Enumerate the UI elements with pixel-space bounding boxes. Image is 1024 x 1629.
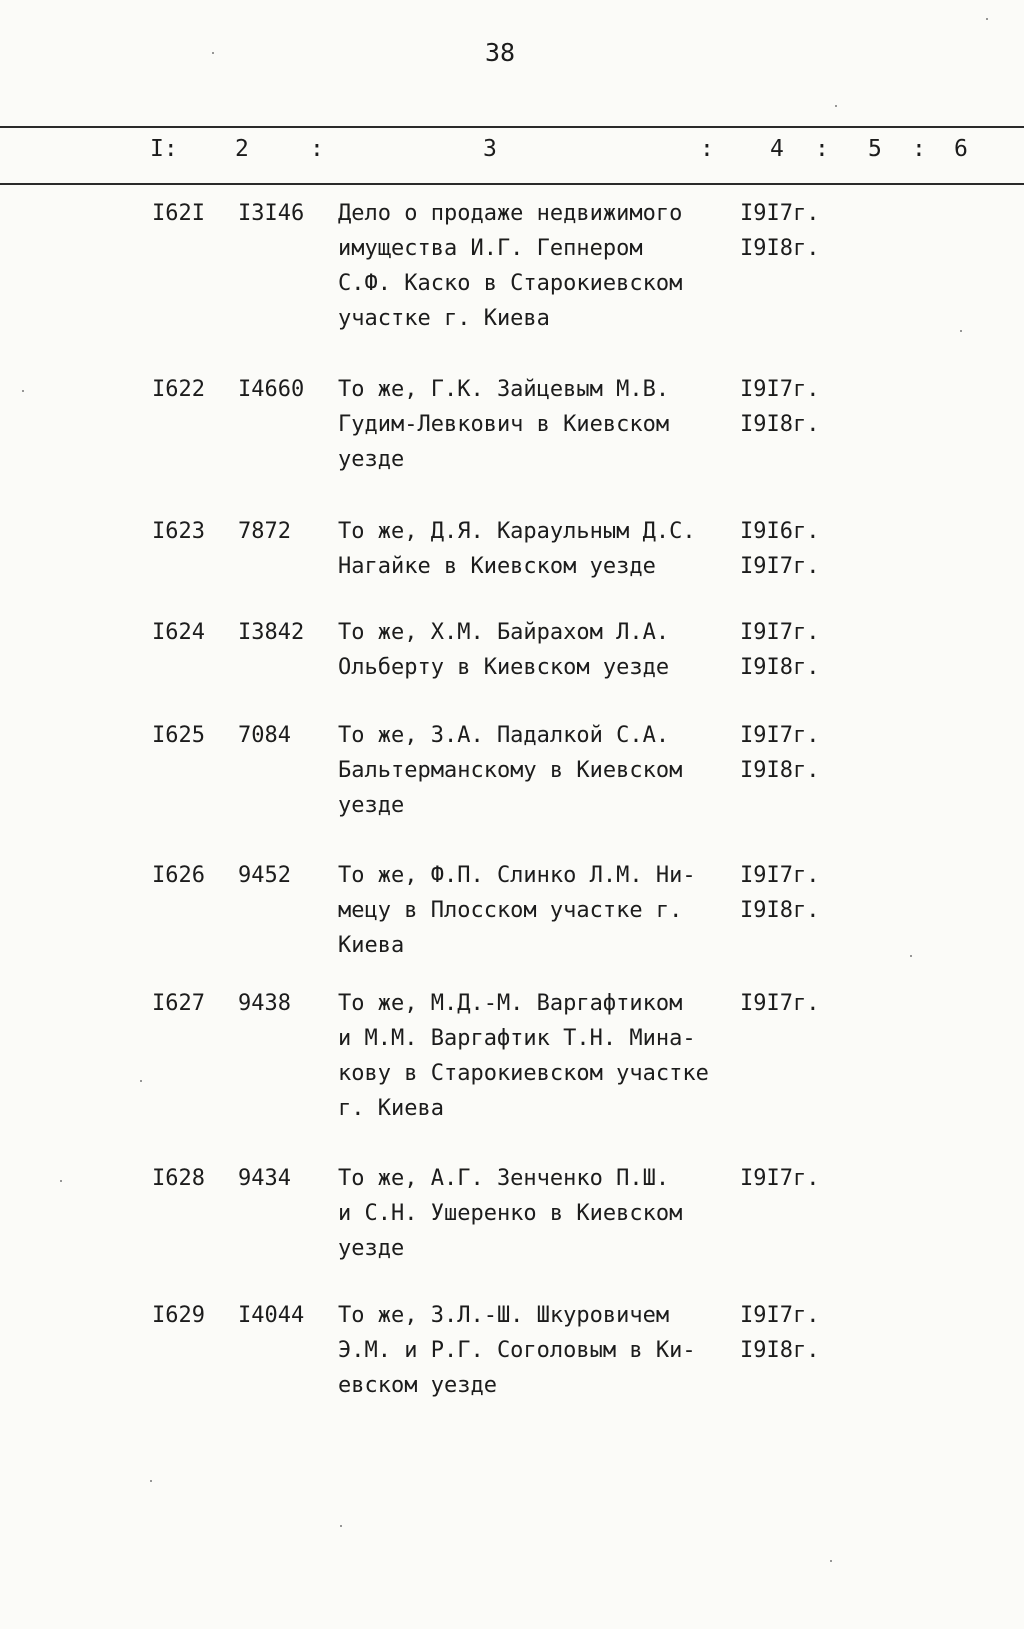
entry-description xyxy=(338,986,738,1126)
description-line: евском уезде xyxy=(338,1373,497,1398)
description-line: То же, Д.Я. Караульным Д.С. xyxy=(338,519,696,544)
description-line: Нагайке в Киевском уезде xyxy=(338,554,656,579)
year-value: I9I8г. xyxy=(740,655,820,680)
entry-years xyxy=(740,372,819,442)
col-2-header: 2 xyxy=(235,136,249,162)
entry-code: I4044 xyxy=(238,1303,305,1328)
description-line: уезде xyxy=(338,793,405,818)
description-line: Гудим-Левкович в Киевском xyxy=(338,412,670,437)
entry-code: 7084 xyxy=(238,723,291,748)
entry-description xyxy=(338,615,738,685)
entry-years xyxy=(740,718,819,788)
header-top-rule xyxy=(0,126,1024,128)
description-line: Э.М. и Р.Г. Соголовым в Ки- xyxy=(338,1338,696,1363)
description-line: уезде xyxy=(338,1236,405,1261)
entry-description xyxy=(338,372,738,477)
entry-code: 9452 xyxy=(238,863,291,888)
col-3-header: 3 xyxy=(483,136,497,162)
description-line: и М.М. Варгафтик Т.Н. Мина- xyxy=(338,1026,696,1051)
entry-number: I629 xyxy=(152,1303,205,1328)
entry-years xyxy=(740,1161,819,1196)
description-line: уезде xyxy=(338,447,405,472)
entry-number: I626 xyxy=(152,863,205,888)
year-value: I9I8г. xyxy=(740,412,820,437)
description-line: имущества И.Г. Гепнером xyxy=(338,236,643,261)
year-value: I9I7г. xyxy=(740,377,820,402)
entry-years xyxy=(740,514,819,584)
description-line: кову в Старокиевском участке xyxy=(338,1061,709,1086)
header-bottom-rule xyxy=(0,183,1024,185)
entry-code: 7872 xyxy=(238,519,291,544)
col-separator: : xyxy=(912,136,926,162)
entry-number: I623 xyxy=(152,519,205,544)
entry-description xyxy=(338,1298,738,1403)
col-separator: : xyxy=(700,136,714,162)
col-6-header: 6 xyxy=(954,136,968,162)
entry-description xyxy=(338,1161,738,1266)
description-line: г. Киева xyxy=(338,1096,444,1121)
col-separator: : xyxy=(310,136,324,162)
year-value: I9I7г. xyxy=(740,863,820,888)
description-line: и С.Н. Ушеренко в Киевском xyxy=(338,1201,683,1226)
entry-number: I625 xyxy=(152,723,205,748)
description-line: То же, З.Л.-Ш. Шкуровичем xyxy=(338,1303,670,1328)
year-value: I9I7г. xyxy=(740,991,820,1016)
description-line: То же, Х.М. Байрахом Л.А. xyxy=(338,620,670,645)
col-4-header: 4 xyxy=(770,136,784,162)
entry-number: I628 xyxy=(152,1166,205,1191)
entry-number: I627 xyxy=(152,991,205,1016)
year-value: I9I6г. xyxy=(740,519,820,544)
entry-description xyxy=(338,718,738,823)
entry-years xyxy=(740,196,819,266)
entry-years xyxy=(740,858,819,928)
year-value: I9I8г. xyxy=(740,1338,820,1363)
description-line: участке г. Киева xyxy=(338,306,550,331)
year-value: I9I8г. xyxy=(740,898,820,923)
year-value: I9I7г. xyxy=(740,1166,820,1191)
col-separator: : xyxy=(815,136,829,162)
year-value: I9I7г. xyxy=(740,1303,820,1328)
col-5-header: 5 xyxy=(868,136,882,162)
entry-code: I4660 xyxy=(238,377,305,402)
entry-code: 9434 xyxy=(238,1166,291,1191)
year-value: I9I7г. xyxy=(740,554,820,579)
description-line: То же, А.Г. Зенченко П.Ш. xyxy=(338,1166,670,1191)
description-line: То же, Г.К. Зайцевым М.В. xyxy=(338,377,670,402)
year-value: I9I7г. xyxy=(740,723,820,748)
entry-years xyxy=(740,1298,819,1368)
page-number: 38 xyxy=(484,38,516,67)
entry-number: I62I xyxy=(152,201,205,226)
entry-description xyxy=(338,858,738,963)
year-value: I9I7г. xyxy=(740,201,820,226)
entry-years xyxy=(740,615,819,685)
year-value: I9I7г. xyxy=(740,620,820,645)
entry-years xyxy=(740,986,819,1021)
description-line: Дело о продаже недвижимого xyxy=(338,201,683,226)
description-line: То же, М.Д.-М. Варгафтиком xyxy=(338,991,683,1016)
entry-description xyxy=(338,514,738,584)
entry-number: I624 xyxy=(152,620,205,645)
description-line: С.Ф. Каско в Старокиевском xyxy=(338,271,683,296)
entry-code: 9438 xyxy=(238,991,291,1016)
col-1-header: I: xyxy=(150,136,178,162)
description-line: То же, З.А. Падалкой С.А. xyxy=(338,723,670,748)
entry-code: I3I46 xyxy=(238,201,305,226)
entry-code: I3842 xyxy=(238,620,305,645)
description-line: Киева xyxy=(338,933,405,958)
description-line: То же, Ф.П. Слинко Л.М. Ни- xyxy=(338,863,696,888)
description-line: мецу в Плосском участке г. xyxy=(338,898,683,923)
description-line: Ольберту в Киевском уезде xyxy=(338,655,670,680)
description-line: Бальтерманскому в Киевском xyxy=(338,758,683,783)
year-value: I9I8г. xyxy=(740,236,820,261)
entry-description xyxy=(338,196,738,336)
column-header-row xyxy=(0,132,1024,174)
entry-number: I622 xyxy=(152,377,205,402)
year-value: I9I8г. xyxy=(740,758,820,783)
